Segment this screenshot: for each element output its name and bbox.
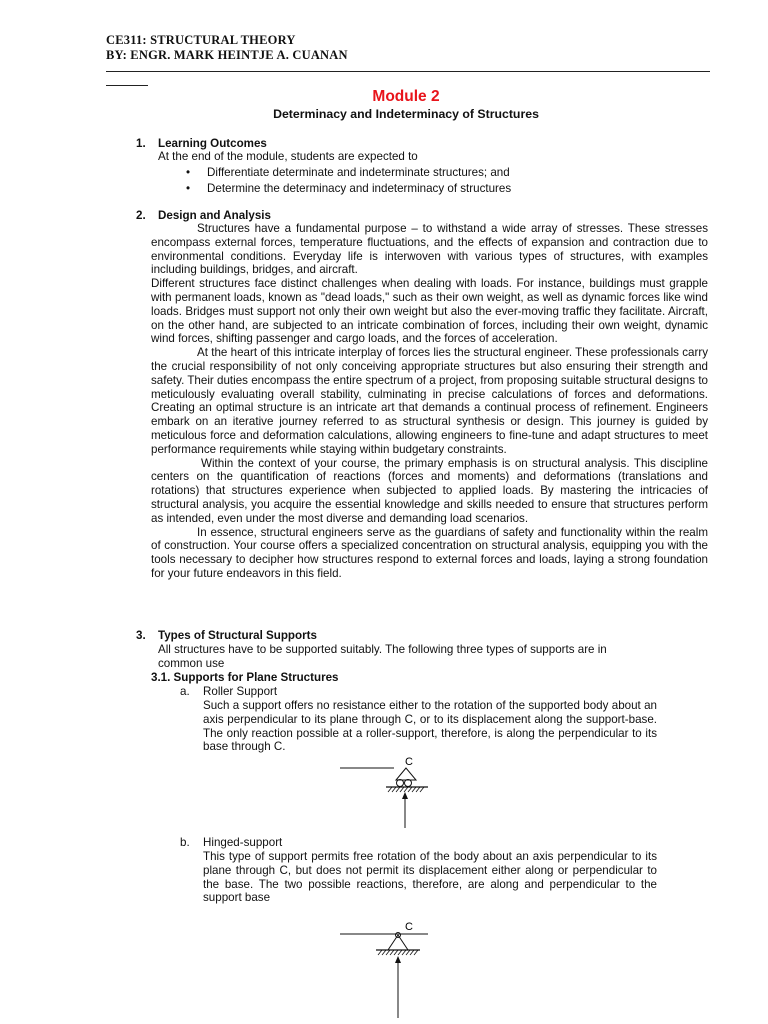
hinged-support-figure	[330, 918, 440, 1022]
support-triangle	[396, 768, 416, 780]
paragraph: Within the context of your course, the primary emphasis is on structural analysis. This discipline centers on the quantification of reactions (forces and moments) and deformations (translations and rotations) that structures experience when subjected to applied loads. By mastering the intricacies of structural analysis, you acquire the essential knowledge and skills needed to ensure that structures perform as intended, even under the most diverse and demanding load scenarios.	[151, 456, 708, 525]
section1-intro: At the end of the module, students are expected to	[158, 150, 418, 163]
section3-subheading: 3.1. Supports for Plane Structures	[151, 671, 339, 684]
item-b-title: Hinged-support	[203, 836, 283, 849]
section2-heading: Design and Analysis	[158, 209, 271, 222]
roller-circle	[405, 780, 412, 787]
ground-hatching	[388, 787, 424, 792]
item-a-title: Roller Support	[203, 685, 278, 698]
roller-circle	[397, 780, 404, 787]
section1-heading: Learning Outcomes	[158, 137, 267, 150]
roller-support-figure	[330, 752, 440, 832]
item-a-letter: a.	[180, 685, 190, 698]
item-b-text: This type of support permits free rotation of the body about an axis perpendicular to its plane through C, but does not permit its displacement either along or perpendicular to the base. The two possible reactions, therefore, are along and perpendicular to the support base	[203, 850, 657, 905]
item-b-letter: b.	[180, 836, 190, 849]
section2-number: 2.	[136, 209, 146, 222]
point-c-label: C	[405, 921, 413, 933]
section1-number: 1.	[136, 137, 146, 150]
section3-intro: All structures have to be supported suitably. The following three types of supports are in common use	[158, 643, 607, 670]
course-header: CE311: STRUCTURAL THEORY	[106, 33, 296, 47]
paragraph: In essence, structural engineers serve as the guardians of safety and functionality within the realm of construction. Your course offers a specialized concentration on structural analysis, equipping you with the tools necessary to decipher how structures respond to external forces and loads, laying a strong foundation for your future endeavors in this field.	[151, 525, 708, 580]
paragraph: At the heart of this intricate interplay of forces lies the structural engineer. These professionals carry the crucial responsibility of not only conceiving appropriate structures but also ensuring their strength and safety. Their duties encompass the entire spectrum of a project, from proposing suitable structural designs to meticulously evaluating overall stability, culminating in precise calculations of forces and deformations. Creating an optimal structure is an intricate art that demands a continual process of refinement. Engineers embark on an iterative journey referred to as structural synthesis or design. This journey is guided by meticulous force and deformation calculations, allowing engineers to fine-tune and adapt structures to meet performance requirements while staying within budgetary constraints.	[151, 346, 708, 456]
section2-body	[151, 222, 708, 581]
section3-heading: Types of Structural Supports	[158, 629, 317, 642]
module-number: Module 2	[372, 88, 440, 105]
learning-outcomes-list	[158, 165, 638, 197]
section3-number: 3.	[136, 629, 146, 642]
paragraph: Different structures face distinct challenges when dealing with loads. For instance, buildings must grapple with permanent loads, known as "dead loads," such as their own weight, as well as dynamic forces like wind loads. Bridges must support not only their own weight but also the ever-moving traffic they facilitate. Aircraft, on the other hand, are subjected to an intricate combination of forces, including their own weight, dynamic wind forces, shifting passenger and cargo loads, and the forces of acceleration.	[151, 277, 708, 346]
list-item: • Differentiate determinate and indeterminate structures; and	[158, 165, 638, 181]
point-c-label: C	[405, 756, 413, 768]
item-a-text: Such a support offers no resistance either to the rotation of the supported body about an axis perpendicular to its plane through C, or to its displacement along the support-base. The only reaction possible at a roller-support, therefore, is along the perpendicular to its base through C.	[203, 699, 657, 754]
header-rule	[106, 71, 710, 72]
header-rule-short	[106, 85, 148, 86]
module-title: Determinacy and Indeterminacy of Structures	[273, 107, 539, 121]
paragraph: Structures have a fundamental purpose – to withstand a wide array of stresses. These stresses encompass external forces, temperature fluctuations, and the effects of expansion and contraction due to environmental conditions. Everyday life is interwoven with various types of structures, with examples including buildings, bridges, and aircraft.	[151, 222, 708, 277]
arrow-head	[395, 956, 401, 963]
arrow-head	[402, 792, 408, 799]
ground-hatching	[378, 950, 418, 955]
list-item: • Determine the determinacy and indeterminacy of structures	[158, 181, 638, 197]
author-header: BY: ENGR. MARK HEINTJE A. CUANAN	[106, 48, 348, 62]
